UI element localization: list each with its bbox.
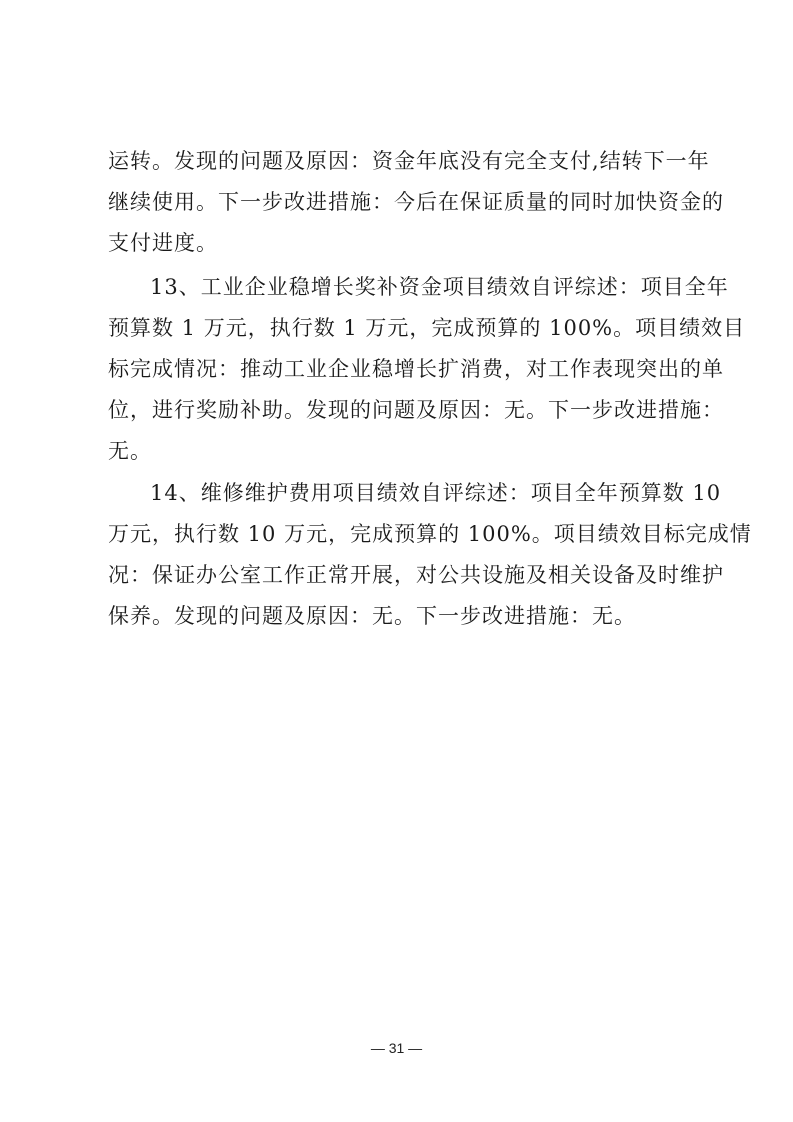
paragraph-1-line-3: 支付进度。 [108,231,218,255]
paragraph-2-line-3: 标完成情况：推动工业企业稳增长扩消费，对工作表现突出的单 [108,357,724,381]
paragraph-1-line-1: 运转。发现的问题及原因：资金年底没有完全支付,结转下一年 [108,149,710,173]
paragraph-2-line-2: 预算数 1 万元，执行数 1 万元，完成预算的 100%。项目绩效目 [108,316,746,340]
paragraph-2-line-4: 位，进行奖励补助。发现的问题及原因：无。下一步改进措施： [108,398,724,422]
paragraph-3-line-1: 14、维修维护费用项目绩效自评综述：项目全年预算数 10 [150,481,722,505]
paragraph-1-line-2: 继续使用。下一步改进措施：今后在保证质量的同时加快资金的 [108,190,724,214]
paragraph-2-line-5: 无。 [108,439,152,463]
page-number: — 31 — [370,1040,423,1056]
paragraph-3-line-4: 保养。发现的问题及原因：无。下一步改进措施：无。 [108,604,636,628]
paragraph-3-line-3: 况：保证办公室工作正常开展，对公共设施及相关设备及时维护 [108,563,724,587]
paragraph-3-line-2: 万元，执行数 10 万元，完成预算的 100%。项目绩效目标完成情 [108,522,752,546]
paragraph-2-line-1: 13、工业企业稳增长奖补资金项目绩效自评综述：项目全年 [150,275,729,299]
